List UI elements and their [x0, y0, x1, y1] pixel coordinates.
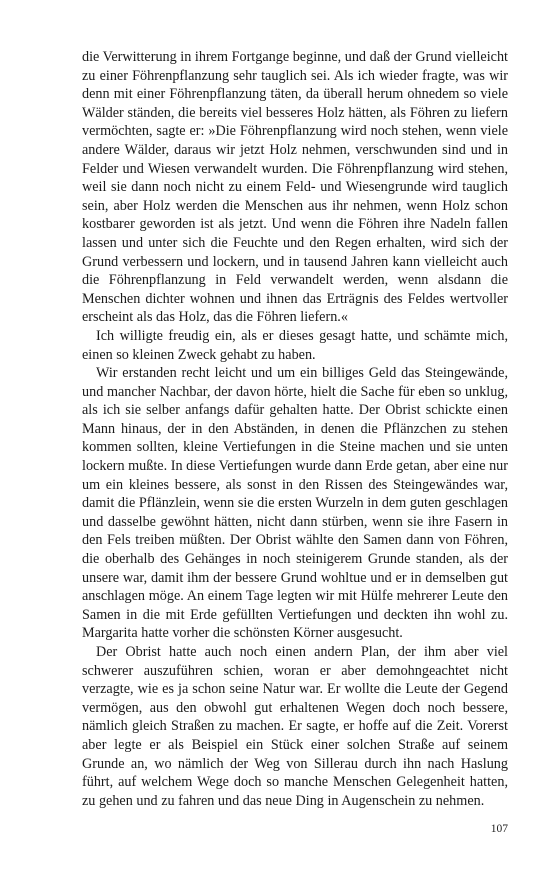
paragraph-4: Der Obrist hatte auch noch einen andern Plan, der ihm aber viel schwerer auszuführen schien, woran er aber demohngeachtet nicht verzagte, wie es ja schon seine Natur war. Er wollte die Leute der Gegend vermögen, aus den obwohl gut erhaltenen Wegen doch noch bessere, nämlich gleich Straßen zu machen. Er sagte, er hoffe auf die Zeit. Vorerst aber legte er als Beispiel ein Stück einer solchen Straße auf seinem Grunde an, wo nämlich der Weg von Sillerau durch ihn nach Haslung führt, auf welchem Wege doch so manche Menschen Gelegenheit hatten, zu gehen und zu fahren und das neue Ding in Augenschein zu nehmen. — [82, 644, 508, 809]
paragraph-1: die Verwitterung in ihrem Fortgange beginne, und daß der Grund vielleicht zu einer Föhrenpflanzung sehr tauglich sei. Als ich wieder fragte, was wir denn mit einer Föhrenpflanzung täten, da überall herum ohnedem so viele Wälder ständen, die bereits viel besseres Holz hätten, als Föhren zu liefern vermöchten, sagte er: »Die Föhrenpflanzung wird noch stehen, wenn viele andere Wälder, daraus wir jetzt Holz nehmen, verschwunden sind und in Felder und Wiesen verwandelt wurden. Die Föhrenpflanzung wird stehen, weil sie dann noch nicht zu einem Feld- und Wiesengrunde wird tauglich sein, aber Holz werden die Menschen aus ihr nehmen, wenn Holz schon kostbarer geworden ist als jetzt. Und wenn die Föhren ihre Nadeln fallen lassen und unter sich die Feuchte und den Regen erhalten, wird sich der Grund verbessern und lockern, und in tausend Jahren kann vielleicht auch die Föhrenpflanzung in Feld verwandelt werden, wenn alsdann die Menschen dichter wohnen und ihnen das Erträgnis des Feldes wertvoller erscheint als das Holz, das die Föhren liefern.« — [82, 49, 508, 326]
page-number: 107 — [490, 823, 508, 835]
body-text — [82, 48, 508, 810]
paragraph-2: Ich willigte freudig ein, als er dieses gesagt hatte, und schämte mich, einen so kleinen Zweck gehabt zu haben. — [82, 327, 508, 363]
paragraph-3: Wir erstanden recht leicht und um ein billiges Geld das Steingewände, und mancher Nachbar, der davon hörte, hielt die Sache für eben so unklug, als ich sie selber anfangs dafür gehalten hatte. Der Obrist schickte einen Mann hinaus, der in den Abständen, in denen die Pflänzchen zu stehen kommen sollten, kleine Vertiefungen in die Steine machen und sie unten lockern mußte. In diese Vertiefungen wurde dann Erde getan, aber eine nur um ein kleines bessere, als sonst in den Rissen des Steingewändes war, damit die Pflänzlein, wenn sie die ersten Wurzeln in dem guten geschlagen und dasselbe gewöhnt hätten, nicht dann stürben, wenn sie ihre Fasern in den Fels treiben müßten. Der Obrist wählte den Samen dann von Föhren, die oberhalb des Gehänges in noch steinigerem Grunde standen, als der unsere war, damit ihm der bessere Grund wohltue und er in demselben gut anschlagen möge. An einem Tage legten wir mit Hülfe mehrerer Leute den Samen in die mit Erde gefüllten Vertiefungen und deckten ihn wohl zu. Margarita hatte vorher die schönsten Körner ausgesucht. — [82, 365, 508, 642]
